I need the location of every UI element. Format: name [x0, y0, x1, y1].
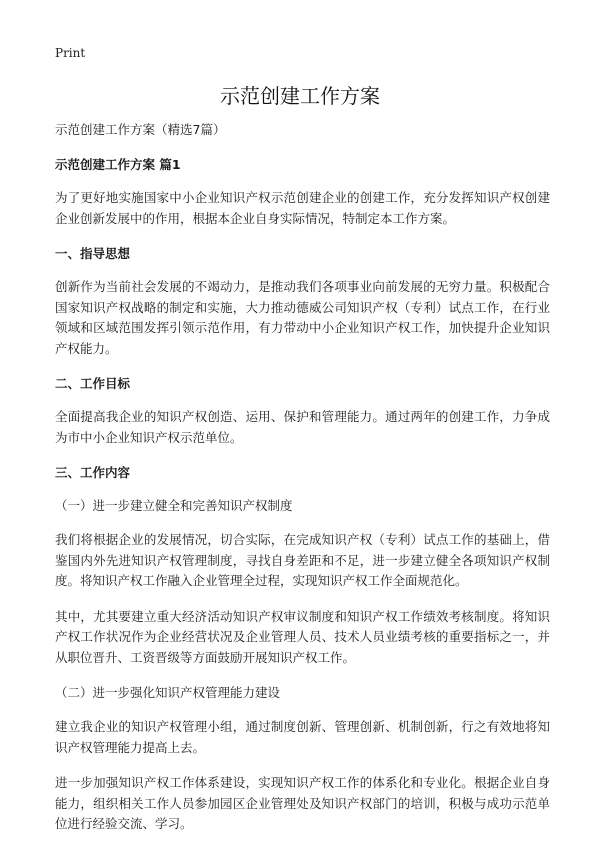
subsection-paragraph: 进一步加强知识产权工作体系建设，实现知识产权工作的体系化和专业化。根据企业自身能力，组织相关工作人员参加园区企业管理处及知识产权部门的培训，积极与成功示范单位进行经验交流、学习。 — [55, 775, 550, 831]
subsection-paragraph: 其中，尤其要建立重大经济活动知识产权审议制度和知识产权工作绩效考核制度。将知识产权工作状况作为企业经营状况及企业管理人员、技术人员业绩考核的重要指标之一，并从职位晋升、工资晋级等方面鼓励开展知识产权工作。 — [55, 608, 550, 665]
section-paragraph: 创新作为当前社会发展的不竭动力，是推动我们各项事业向前发展的无穷力量。积极配合国家知识产权战略的制定和实施，大力推动德威公司知识产权（专利）试点工作，在行业领域和区域范围发挥引领示范作用，有力带动中小企业知识产权工作，加快提升企业知识产权能力。 — [55, 279, 550, 356]
page-title: 示范创建工作方案 — [220, 84, 380, 108]
section-heading-work-goals: 二、工作目标 — [55, 376, 131, 391]
subsection-heading-ip-system: （一）进一步建立健全和完善知识产权制度 — [55, 498, 293, 513]
section-paragraph: 全面提高我企业的知识产权创造、运用、保护和管理能力。通过两年的创建工作，力争成为市中小企业知识产权示范单位。 — [55, 409, 550, 445]
intro-paragraph: 为了更好地实施国家中小企业知识产权示范创建企业的创建工作，充分发挥知识产权创建企业创新发展中的作用，根据本企业自身实际情况，特制定本工作方案。 — [55, 190, 550, 226]
print-label: Print — [55, 46, 86, 60]
article-title: 示范创建工作方案 篇1 — [55, 157, 181, 172]
section-heading-guiding-ideology: 一、指导思想 — [55, 246, 131, 261]
document-body — [55, 120, 550, 850]
subsection-paragraph: 建立我企业的知识产权管理小组，通过制度创新、管理创新、机制创新，行之有效地将知识产权管理能力提高上去。 — [55, 719, 550, 755]
section-heading-work-content: 三、工作内容 — [55, 465, 131, 480]
subsection-heading-ip-management: （二）进一步强化知识产权管理能力建设 — [55, 685, 281, 700]
subsection-paragraph: 我们将根据企业的发展情况，切合实际，在完成知识产权（专利）试点工作的基础上，借鉴国内外先进知识产权管理制度，寻找自身差距和不足，进一步建立健全各项知识产权制度。将知识产权工作融入企业管理全过程，实现知识产权工作全面规范化。 — [55, 532, 550, 588]
document-subtitle: 示范创建工作方案（精选7篇） — [55, 122, 226, 137]
